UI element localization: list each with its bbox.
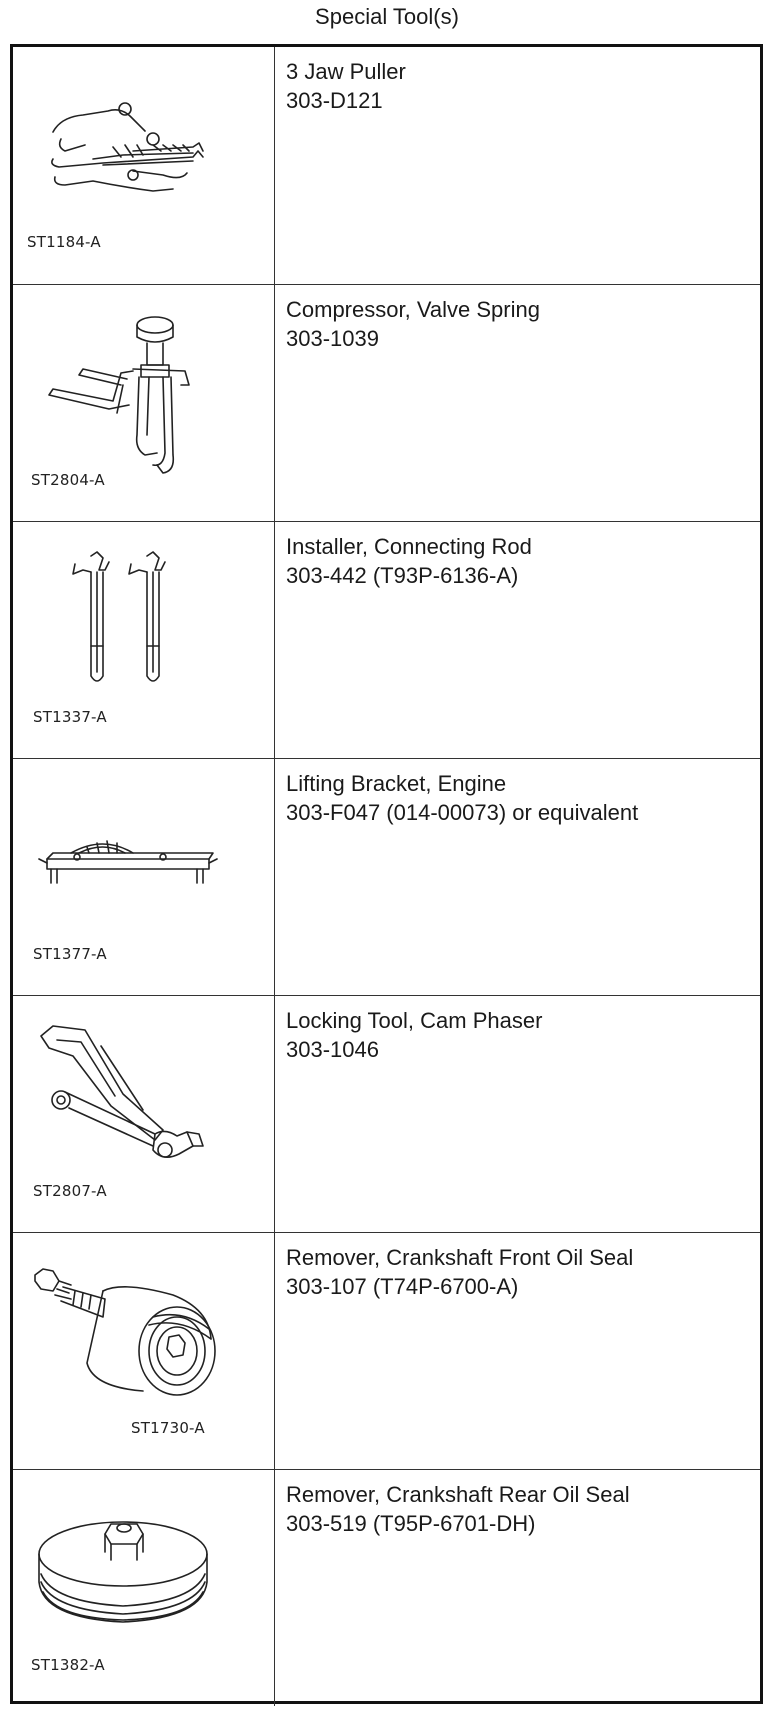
tool-description [276,522,760,758]
tool-part-number: 303-442 (T93P-6136-A) [286,563,519,588]
tool-code: ST1730-A [131,1419,205,1437]
tool-description [276,1470,760,1706]
tool-description [276,1233,760,1469]
tool-name: Remover, Crankshaft Front Oil Seal [286,1245,634,1270]
tool-code: ST1337-A [33,708,107,726]
tool-part-number: 303-519 (T95P-6701-DH) [286,1511,536,1536]
tool-code: ST1377-A [33,945,107,963]
tool-description [276,47,760,284]
tool-name: Compressor, Valve Spring [286,297,540,322]
tool-image-cell [13,522,275,758]
table-row [13,1232,760,1469]
tool-image-cell [13,996,275,1232]
tool-part-number: 303-1046 [286,1037,379,1062]
tool-code: ST2807-A [33,1182,107,1200]
tool-name: Lifting Bracket, Engine [286,771,507,796]
tool-part-number: 303-D121 [286,88,383,113]
tool-part-number: 303-F047 (014-00073) or equivalent [286,800,639,825]
tool-code: ST1184-A [27,233,101,251]
table-row [13,1469,760,1706]
tool-image-cell [13,1233,275,1469]
tool-name: Locking Tool, Cam Phaser [286,1008,543,1033]
tool-description [276,285,760,521]
tool-code: ST2804-A [31,471,105,489]
tool-image-cell [13,1470,275,1706]
table-row [13,47,760,284]
tool-name: Remover, Crankshaft Rear Oil Seal [286,1482,630,1507]
table-row [13,995,760,1232]
tool-description [276,996,760,1232]
tool-name: 3 Jaw Puller [286,59,406,84]
tool-image-cell [13,759,275,995]
tool-part-number: 303-107 (T74P-6700-A) [286,1274,519,1299]
table-row [13,521,760,758]
special-tools-table [10,44,763,1704]
tool-image-cell [13,285,275,521]
tool-part-number: 303-1039 [286,326,379,351]
table-row [13,758,760,995]
tool-name: Installer, Connecting Rod [286,534,532,559]
tool-image-cell [13,47,275,284]
table-row [13,284,760,521]
page-title: Special Tool(s) [315,4,459,29]
tool-code: ST1382-A [31,1656,105,1674]
tool-description [276,759,760,995]
